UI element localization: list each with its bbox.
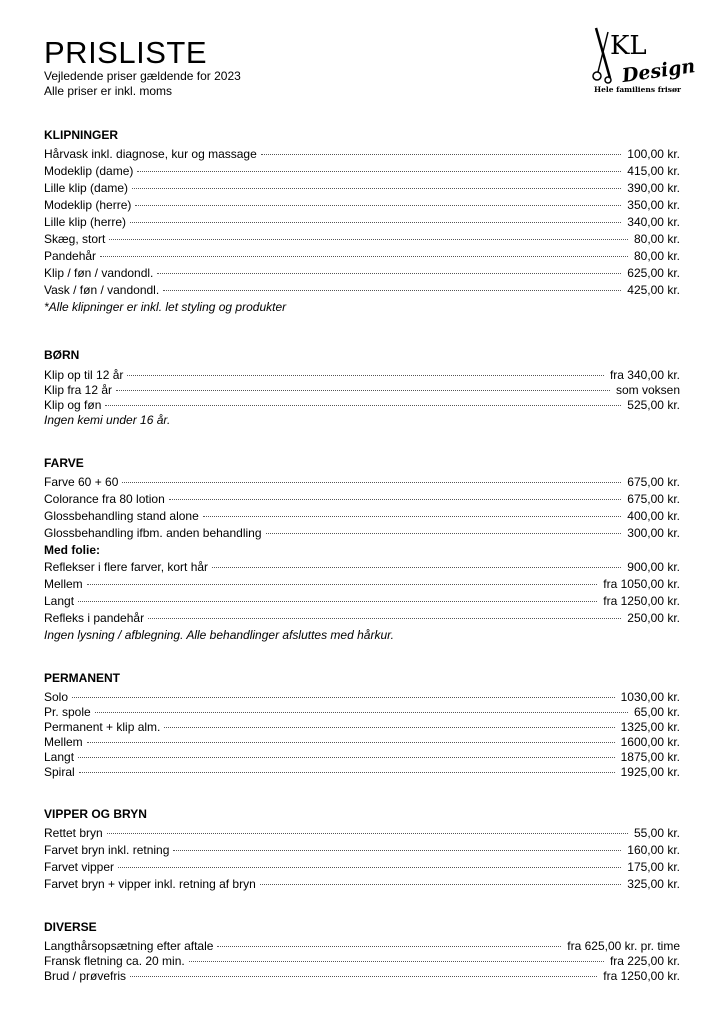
- dot-leader: [164, 727, 614, 728]
- price-row: [44, 860, 680, 874]
- item-price: 625,00 kr.: [627, 266, 680, 280]
- dot-leader: [87, 584, 598, 585]
- item-price: 80,00 kr.: [633, 249, 680, 263]
- price-row: [44, 577, 680, 591]
- price-row: [44, 939, 680, 953]
- dot-leader: [163, 290, 621, 291]
- price-row: [44, 526, 680, 540]
- price-row: [44, 750, 680, 764]
- item-label: Farve 60 + 60: [44, 475, 119, 489]
- price-row: [44, 283, 680, 297]
- item-price: 525,00 kr.: [627, 398, 680, 412]
- item-label: Pr. spole: [44, 705, 91, 719]
- price-row: [44, 492, 680, 506]
- logo-tagline: Hele familiens frisør: [594, 85, 681, 94]
- item-price: 675,00 kr.: [627, 475, 680, 489]
- item-label: Lille klip (dame): [44, 181, 129, 195]
- item-label: Fransk fletning ca. 20 min.: [44, 954, 185, 968]
- item-label: Farvet vipper: [44, 860, 115, 874]
- item-label: Vask / føn / vandondl.: [44, 283, 160, 297]
- item-label: Skæg, stort: [44, 232, 106, 246]
- price-row: [44, 720, 680, 734]
- item-label: Reflekser i flere farver, kort hår: [44, 560, 209, 574]
- item-price: 415,00 kr.: [627, 164, 680, 178]
- price-row: [44, 198, 680, 212]
- item-label: Hårvask inkl. diagnose, kur og massage: [44, 147, 257, 161]
- dot-leader: [260, 884, 622, 885]
- dot-leader: [148, 618, 621, 619]
- price-row: [44, 164, 680, 178]
- scissors-icon: [593, 28, 611, 83]
- subtitle-vat: Alle priser er inkl. moms: [44, 84, 173, 98]
- price-row: [44, 215, 680, 229]
- price-row: [44, 705, 680, 719]
- dot-leader: [173, 850, 621, 851]
- item-label: Permanent + klip alm.: [44, 720, 161, 734]
- item-label: Glossbehandling ifbm. anden behandling: [44, 526, 262, 540]
- item-price: 175,00 kr.: [627, 860, 680, 874]
- price-row: [44, 735, 680, 749]
- price-row: [44, 475, 680, 489]
- item-label: Klip fra 12 år: [44, 383, 113, 397]
- section-title-vipper: VIPPER OG BRYN: [44, 807, 147, 821]
- item-price: 1875,00 kr.: [620, 750, 680, 764]
- dot-leader: [212, 567, 621, 568]
- dot-leader: [72, 697, 615, 698]
- page-title: PRISLISTE: [44, 35, 207, 70]
- dot-leader: [132, 188, 621, 189]
- item-price: 300,00 kr.: [627, 526, 680, 540]
- section-title-klipninger: KLIPNINGER: [44, 128, 119, 142]
- svg-text:Design: Design: [620, 55, 697, 88]
- dot-leader: [109, 239, 628, 240]
- dot-leader: [78, 601, 597, 602]
- dot-leader: [122, 482, 621, 483]
- item-label: Spiral: [44, 765, 75, 779]
- item-price: 350,00 kr.: [627, 198, 680, 212]
- item-label: Mellem: [44, 735, 83, 749]
- item-price: 425,00 kr.: [627, 283, 680, 297]
- folie-subheading: Med folie:: [44, 543, 100, 557]
- dot-leader: [217, 946, 561, 947]
- item-price: 1925,00 kr.: [620, 765, 680, 779]
- price-row: [44, 765, 680, 779]
- dot-leader: [157, 273, 621, 274]
- dot-leader: [116, 390, 610, 391]
- dot-leader: [137, 171, 621, 172]
- dot-leader: [107, 833, 628, 834]
- item-price: 325,00 kr.: [627, 877, 680, 891]
- item-label: Refleks i pandehår: [44, 611, 145, 625]
- item-label: Langt: [44, 750, 75, 764]
- item-price: 250,00 kr.: [627, 611, 680, 625]
- price-row: [44, 509, 680, 523]
- item-price: fra 225,00 kr.: [609, 954, 680, 968]
- item-label: Mellem: [44, 577, 83, 591]
- price-row: [44, 969, 680, 983]
- price-row: [44, 877, 680, 891]
- item-price: 900,00 kr.: [627, 560, 680, 574]
- dot-leader: [100, 256, 628, 257]
- price-row: [44, 690, 680, 704]
- price-row: [44, 560, 680, 574]
- item-price: fra 340,00 kr.: [609, 368, 680, 382]
- item-label: Klip og føn: [44, 398, 102, 412]
- price-row: [44, 249, 680, 263]
- item-price: 400,00 kr.: [627, 509, 680, 523]
- item-label: Modeklip (dame): [44, 164, 134, 178]
- item-label: Lille klip (herre): [44, 215, 127, 229]
- dot-leader: [78, 757, 615, 758]
- dot-leader: [266, 533, 622, 534]
- item-label: Klip op til 12 år: [44, 368, 124, 382]
- dot-leader: [118, 867, 621, 868]
- item-price: 65,00 kr.: [633, 705, 680, 719]
- item-price: fra 1250,00 kr.: [603, 594, 680, 608]
- price-row: [44, 383, 680, 397]
- item-label: Pandehår: [44, 249, 97, 263]
- item-price: 390,00 kr.: [627, 181, 680, 195]
- item-label: Solo: [44, 690, 69, 704]
- item-price: 1325,00 kr.: [620, 720, 680, 734]
- svg-text:KL: KL: [610, 31, 647, 61]
- item-price: fra 625,00 kr. pr. time: [567, 939, 680, 953]
- dot-leader: [105, 405, 621, 406]
- dot-leader: [135, 205, 621, 206]
- item-label: Glossbehandling stand alone: [44, 509, 199, 523]
- dot-leader: [130, 976, 597, 977]
- dot-leader: [87, 742, 615, 743]
- item-label: Farvet bryn inkl. retning: [44, 843, 170, 857]
- price-row: [44, 954, 680, 968]
- item-label: Klip / føn / vandondl.: [44, 266, 154, 280]
- dot-leader: [189, 961, 604, 962]
- price-row: [44, 147, 680, 161]
- item-label: Farvet bryn + vipper inkl. retning af bryn: [44, 877, 256, 891]
- price-row: [44, 611, 680, 625]
- price-row: [44, 398, 680, 412]
- section-title-boern: BØRN: [44, 348, 80, 362]
- farve-note: Ingen lysning / afblegning. Alle behandlinger afsluttes med hårkur.: [44, 628, 394, 642]
- boern-note: Ingen kemi under 16 år.: [44, 413, 171, 427]
- item-price: som voksen: [615, 383, 680, 397]
- item-price: 55,00 kr.: [633, 826, 680, 840]
- price-row: [44, 843, 680, 857]
- item-price: 80,00 kr.: [633, 232, 680, 246]
- dot-leader: [127, 375, 604, 376]
- price-row: [44, 826, 680, 840]
- item-label: Langt: [44, 594, 75, 608]
- dot-leader: [203, 516, 622, 517]
- item-price: 100,00 kr.: [627, 147, 680, 161]
- item-price: fra 1050,00 kr.: [603, 577, 680, 591]
- price-row: [44, 232, 680, 246]
- item-price: 1600,00 kr.: [620, 735, 680, 749]
- section-title-permanent: PERMANENT: [44, 671, 121, 685]
- item-price: 340,00 kr.: [627, 215, 680, 229]
- price-row: [44, 368, 680, 382]
- dot-leader: [169, 499, 622, 500]
- price-row: [44, 266, 680, 280]
- item-label: Colorance fra 80 lotion: [44, 492, 165, 506]
- price-row: [44, 594, 680, 608]
- subtitle-validity: Vejledende priser gældende for 2023: [44, 69, 241, 83]
- item-price: 675,00 kr.: [627, 492, 680, 506]
- item-price: 160,00 kr.: [627, 843, 680, 857]
- dot-leader: [261, 154, 622, 155]
- item-label: Rettet bryn: [44, 826, 103, 840]
- item-label: Langthårsopsætning efter aftale: [44, 939, 214, 953]
- section-title-farve: FARVE: [44, 456, 84, 470]
- item-price: fra 1250,00 kr.: [603, 969, 680, 983]
- item-label: Modeklip (herre): [44, 198, 132, 212]
- section-title-diverse: DIVERSE: [44, 920, 97, 934]
- dot-leader: [95, 712, 628, 713]
- dot-leader: [79, 772, 615, 773]
- dot-leader: [130, 222, 621, 223]
- item-label: Brud / prøvefris: [44, 969, 127, 983]
- price-row: [44, 181, 680, 195]
- item-price: 1030,00 kr.: [620, 690, 680, 704]
- klipninger-note: *Alle klipninger er inkl. let styling og produkter: [44, 300, 287, 314]
